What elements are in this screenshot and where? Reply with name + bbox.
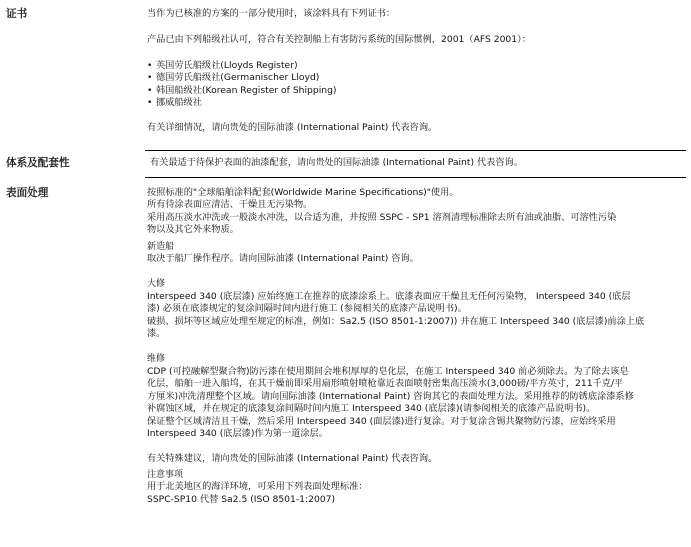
classification-society-list (147, 60, 685, 110)
certificate-label: 证书 (6, 8, 28, 20)
maintenance-heading: 维修 (147, 354, 166, 365)
overhaul-line: 漆。 (147, 328, 166, 340)
certificate-intro: 当作为已核准的方案的一部分使用时，该涂料具有下列证书： (147, 8, 396, 19)
overhaul-heading: 大修 (147, 279, 166, 290)
newbuild-heading: 新造船 (147, 241, 175, 252)
overhaul-line: 破损、损坏等区域应处理至规定的标准，例如：Sa2.5 (ISO 8501-1:2007)) 并在施工 Interspeed 340 (底层漆)前涂上底 (147, 315, 645, 327)
newbuild-text: 取决于船厂操作程序。请向国际油漆 (International Paint) 咨询。 (147, 253, 419, 265)
certificate-note: 有关详细情况，请向贵处的国际油漆 (International Paint) 代表咨询。 (147, 122, 438, 134)
overhaul-line: 漆) 必须在底漆规定的复涂间隔时间内进行施工 (参阅相关的底漆产品说明书)。 (147, 303, 467, 315)
list-item: • 英国劳氏船级社(Lloyds Register) (147, 60, 685, 72)
maintenance-line: 保证整个区域清洁且干燥，然后采用 Interspeed 340 (面层漆)进行复涂。对于复涂含锡共聚物防污漆，应始终采用 (147, 415, 616, 427)
system-text: 有关最适于待保护表面的油漆配套，请向贵处的国际油漆 (International Paint) 代表咨询。 (150, 157, 523, 168)
maintenance-line: Interspeed 340 (底层漆)作为第一道涂层。 (147, 427, 328, 439)
list-item: • 挪威船级社 (147, 97, 685, 109)
surface-intro-line: 按照标准的"全球船舶涂料配套(Worldwide Marine Specifications)"使用。 (147, 187, 459, 198)
maintenance-line: CDP (可控融解型聚合物)防污漆在使用期间会堆积厚厚的皂化层，在施工 Interspeed 340 前必须除去。为了除去该皂 (147, 365, 629, 377)
certificate-section (147, 8, 685, 135)
list-item: • 韩国船级社(Korean Register of Shipping) (147, 85, 685, 97)
maintenance-line: 方厘米)冲洗清理整个区域。请向国际油漆 (International Paint) 咨询其它的表面处理方法。采用推荐的防锈底涂漆系修 (147, 390, 634, 402)
certificate-statement: 产品已由下列船级社认可，符合有关控制船上有害防污系统的国际惯例，2001（AFS 2001）： (147, 34, 531, 46)
notes-line: SSPC-SP10 代替 Sa2.5 (ISO 8501-1:2007) (147, 493, 336, 505)
special-advice: 有关特殊建议，请向贵处的国际油漆 (International Paint) 代表咨询。 (147, 453, 438, 465)
surface-intro-line: 所有待涂表面应清洁、干燥且无污染物。 (147, 199, 313, 211)
maintenance-line: 补腐蚀区域，并在规定的底漆复涂间隔时间内施工 Interspeed 340 (底层漆)(请参阅相关的底漆产品说明书)。 (147, 403, 596, 415)
surface-intro-line: 物以及其它外来物质。 (147, 224, 239, 236)
surface-label: 表面处理 (6, 187, 49, 199)
system-label: 体系及配套性 (6, 157, 70, 169)
notes-heading: 注意事项 (147, 469, 184, 480)
section-divider (145, 150, 686, 151)
surface-intro-line: 采用高压淡水冲洗或一般淡水冲洗，以合适为准，并按照 SSPC - SP1 溶剂清理标准除去所有油或油脂、可溶性污染 (147, 211, 617, 223)
overhaul-line: Interspeed 340 (底层漆) 应始终施工在推荐的底漆涂系上。底漆表面应干燥且无任何污染物， Interspeed 340 (底层 (147, 290, 631, 302)
maintenance-line: 化层，船舶一进入船坞，在其干燥前即采用扇形喷射喷枪靠近表面喷射密集高压淡水(3,000磅/平方英寸，211千克/平 (147, 378, 624, 390)
surface-section (147, 187, 685, 506)
list-item: • 德国劳氏船级社(Germanischer Lloyd) (147, 72, 685, 84)
section-divider (145, 177, 686, 178)
notes-line: 用于北美地区的海洋环境，可采用下列表面处理标准： (147, 481, 368, 493)
system-section (150, 157, 688, 169)
